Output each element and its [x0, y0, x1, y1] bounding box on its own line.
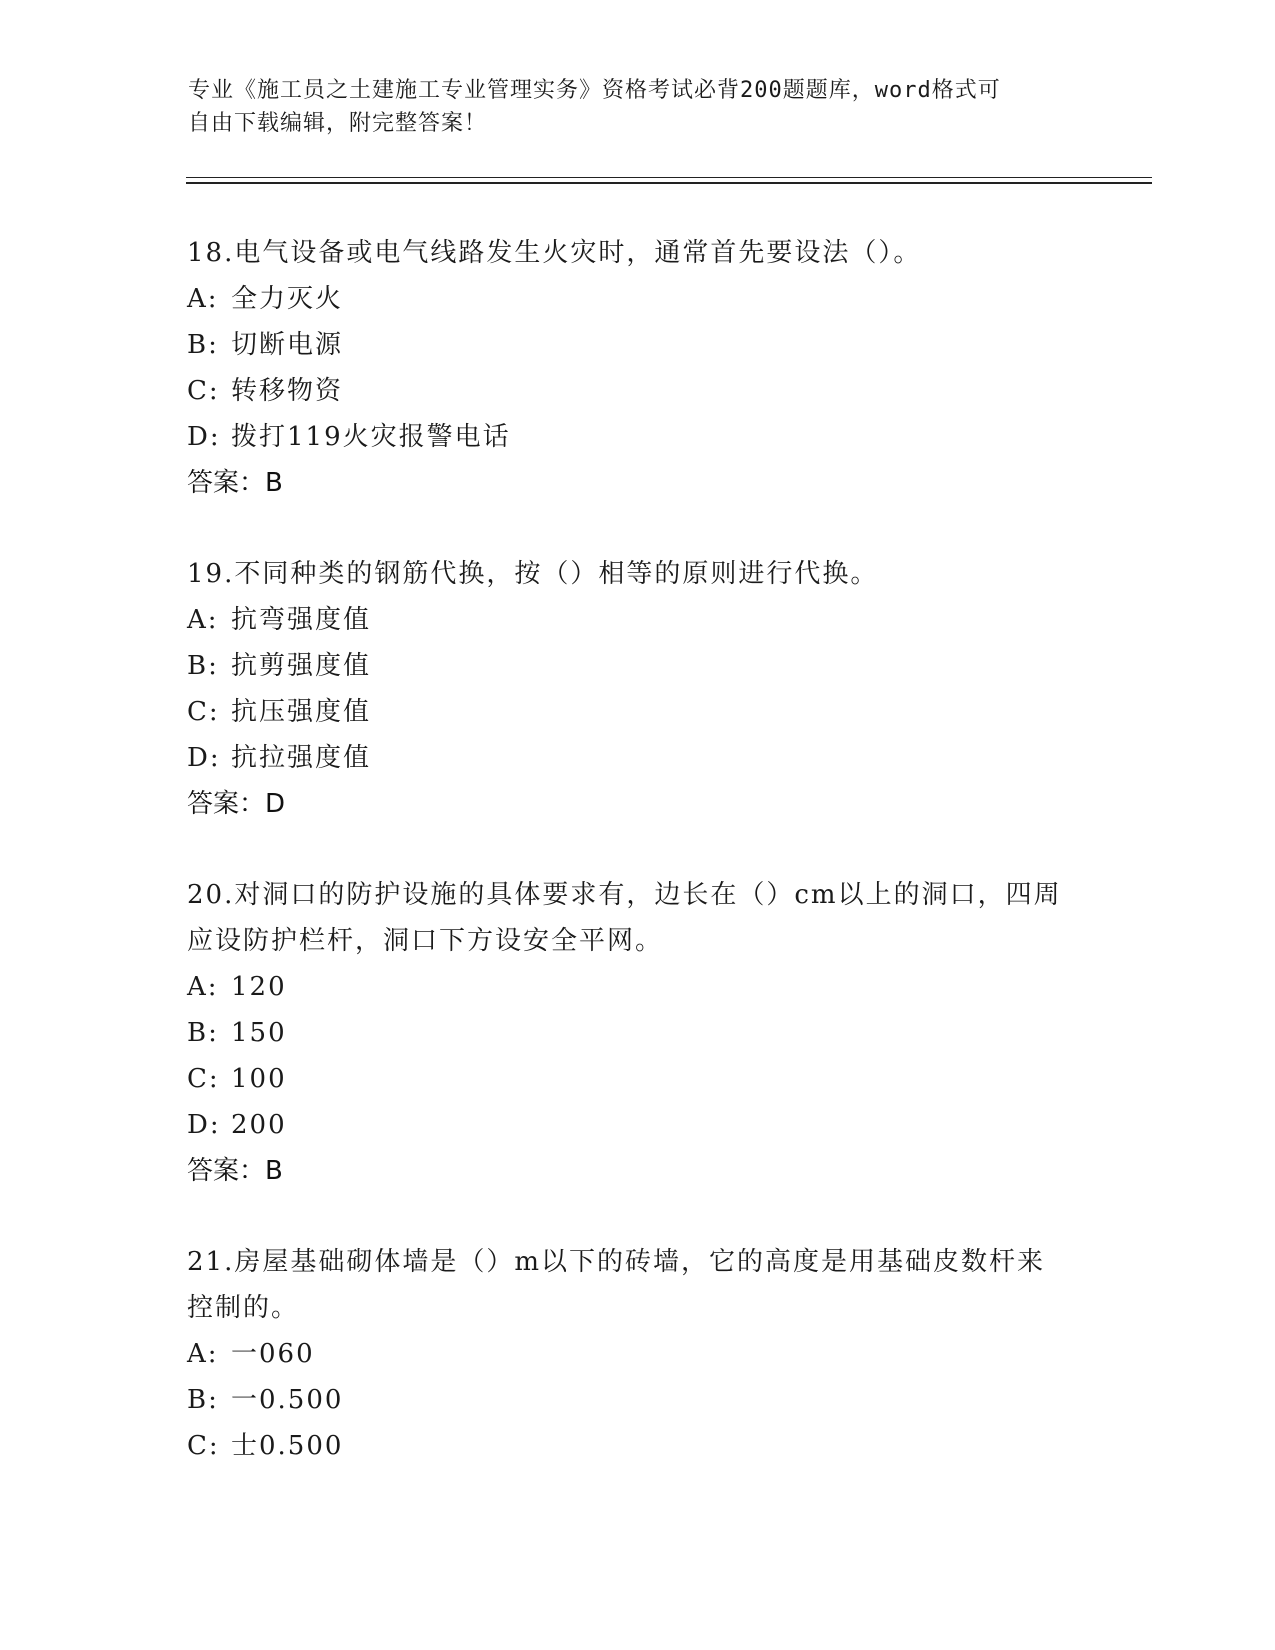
option-letter: A:	[187, 972, 219, 1002]
option-text: 抗弯强度值	[231, 605, 372, 635]
question-stem: 19.不同种类的钢筋代换，按（）相等的原则进行代换。	[187, 559, 879, 589]
question-19	[187, 551, 1087, 827]
question-21	[187, 1239, 1087, 1469]
option-d	[187, 1102, 1087, 1148]
question-18	[187, 230, 1087, 506]
option-text: 100	[231, 1064, 287, 1094]
header-divider-thick	[186, 182, 1152, 184]
option-text: 抗剪强度值	[231, 651, 372, 681]
option-b	[187, 1010, 1087, 1056]
option-letter: B:	[187, 651, 219, 681]
option-letter: A:	[187, 605, 219, 635]
option-letter: D:	[187, 422, 221, 452]
option-letter: C:	[187, 1064, 220, 1094]
question-20	[187, 872, 1087, 1194]
option-c	[187, 1056, 1087, 1102]
answer-line: 答案：D	[187, 789, 286, 819]
option-letter: D:	[187, 743, 221, 773]
option-c	[187, 1423, 1087, 1469]
option-letter: B:	[187, 330, 219, 360]
question-stem: 18.电气设备或电气线路发生火灾时，通常首先要设法（）。	[187, 238, 922, 268]
option-text: 一060	[231, 1339, 315, 1369]
option-a	[187, 964, 1087, 1010]
option-c	[187, 689, 1087, 735]
question-stem: 20.对洞口的防护设施的具体要求有，边长在（）cm以上的洞口，四周	[187, 880, 1062, 910]
question-stem: 21.房屋基础砌体墙是（）m以下的砖墙，它的高度是用基础皮数杆来	[187, 1247, 1046, 1277]
question-stem-continued: 应设防护栏杆，洞口下方设安全平网。	[187, 926, 664, 956]
page-header	[188, 74, 1078, 140]
header-line-1: 专业《施工员之土建施工专业管理实务》资格考试必背200题题库，word格式可	[188, 78, 1001, 103]
option-text: 抗拉强度值	[231, 743, 372, 773]
option-b	[187, 1377, 1087, 1423]
option-text: 抗压强度值	[231, 697, 372, 727]
option-b	[187, 643, 1087, 689]
option-text: 士0.500	[231, 1431, 344, 1461]
header-line-2: 自由下载编辑，附完整答案！	[188, 111, 488, 136]
option-a	[187, 1331, 1087, 1377]
option-text: 转移物资	[231, 376, 344, 406]
header-divider-thin	[186, 177, 1152, 178]
option-letter: C:	[187, 697, 220, 727]
answer-line: 答案：B	[187, 468, 283, 498]
option-text: 150	[231, 1018, 287, 1048]
option-d	[187, 414, 1087, 460]
option-letter: A:	[187, 284, 219, 314]
option-letter: D:	[187, 1110, 221, 1140]
option-text: 全力灭火	[231, 284, 344, 314]
option-letter: A:	[187, 1339, 219, 1369]
option-text: 200	[231, 1110, 287, 1140]
answer-line: 答案：B	[187, 1156, 283, 1186]
question-stem-continued: 控制的。	[187, 1293, 300, 1323]
option-b	[187, 322, 1087, 368]
option-text: 120	[231, 972, 287, 1002]
option-d	[187, 735, 1087, 781]
option-letter: C:	[187, 1431, 220, 1461]
option-letter: C:	[187, 376, 220, 406]
option-letter: B:	[187, 1385, 219, 1415]
option-text: 拨打119火灾报警电话	[231, 422, 511, 452]
option-text: 一0.500	[231, 1385, 344, 1415]
option-a	[187, 276, 1087, 322]
option-c	[187, 368, 1087, 414]
option-a	[187, 597, 1087, 643]
option-letter: B:	[187, 1018, 219, 1048]
option-text: 切断电源	[231, 330, 344, 360]
